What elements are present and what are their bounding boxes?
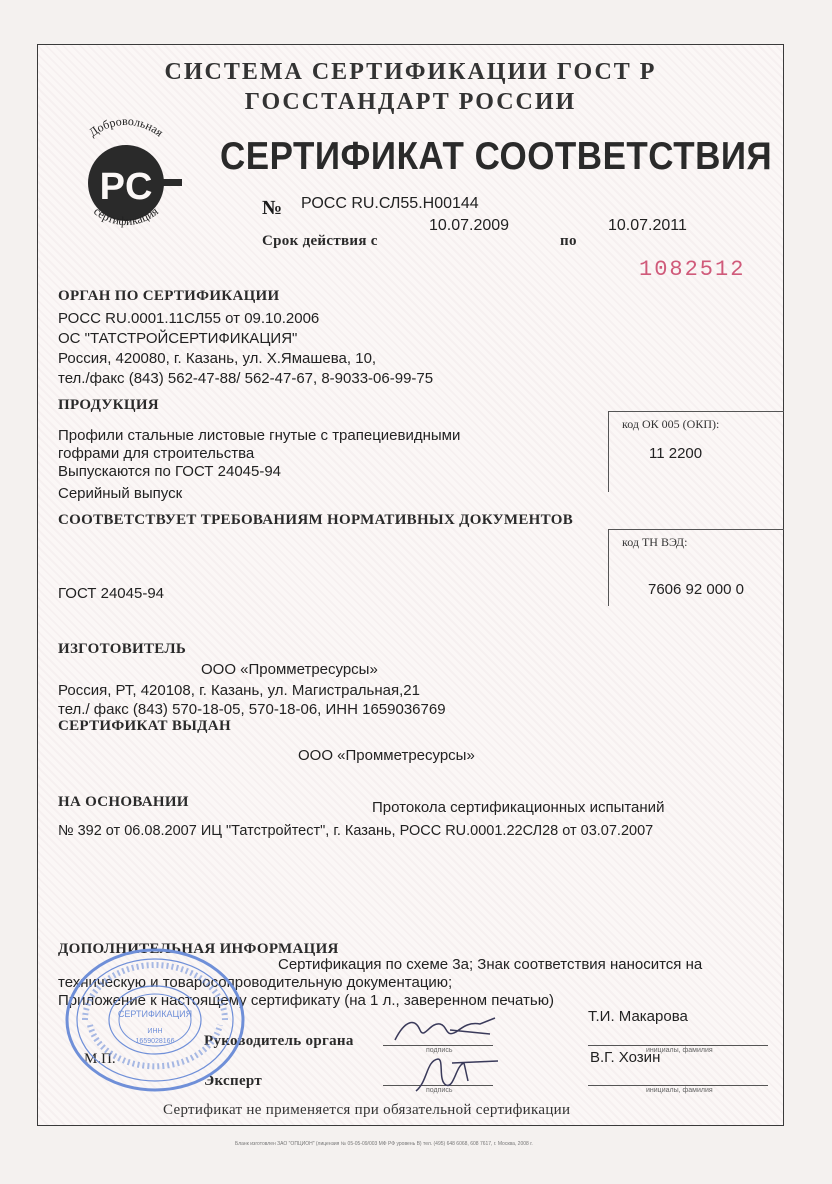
okp-value: 11 2200: [649, 445, 703, 462]
organ-line-4: тел./факс (843) 562-47-88/ 562-47-67, 8-9033-06-99-75: [58, 370, 434, 387]
manufacturer-phone: тел./ факс (843) 570-18-05, 570-18-06, ИНН 1659036769: [58, 701, 446, 718]
head-sign-caption: подпись: [426, 1047, 453, 1054]
svg-text:PC: PC: [99, 166, 153, 208]
conformity-heading: СООТВЕТСТВУЕТ ТРЕБОВАНИЯМ НОРМАТИВНЫХ ДОКУМЕНТОВ: [58, 512, 574, 528]
conformity-doc: ГОСТ 24045-94: [58, 585, 165, 602]
issued-heading: СЕРТИФИКАТ ВЫДАН: [58, 718, 231, 734]
head-name-line: [588, 1045, 768, 1046]
certificate-number: РОСС RU.СЛ55.Н00144: [301, 195, 479, 212]
manufacturer-name: ООО «Промметресурсы»: [201, 661, 378, 678]
basis-heading: НА ОСНОВАНИИ: [58, 794, 189, 810]
manufacturer-heading: ИЗГОТОВИТЕЛЬ: [58, 641, 187, 657]
expert-name: В.Г. Хозин: [590, 1049, 661, 1066]
additional-line-2: техническую и товаросопроводительную документацию;: [58, 974, 453, 991]
printer-note: Бланк изготовлен ЗАО "ОПЦИОН" (лицензия № 05-05-09/003 МФ РФ уровень В) тел. (495) 648 6068, 608 7617, г. Москва, 2008 г.: [235, 1141, 533, 1147]
product-line-1: Профили стальные листовые гнутые с трапециевидными: [58, 427, 461, 444]
additional-line-1: Сертификация по схеме 3а; Знак соответствия наносится на: [278, 956, 703, 973]
basis-line-2: № 392 от 06.08.2007 ИЦ "Татстройтест", г. Казань, РОСС RU.0001.22СЛ28 от 03.07.2007: [58, 823, 654, 839]
header-line-1: СИСТЕМА СЕРТИФИКАЦИИ ГОСТ Р: [164, 59, 657, 85]
svg-text:СЕРТИФИКАЦИЯ: СЕРТИФИКАЦИЯ: [117, 1009, 193, 1019]
head-label: Руководитель органа: [204, 1033, 354, 1049]
tnved-label: код ТН ВЭД:: [622, 535, 688, 549]
basis-line-1: Протокола сертификационных испытаний: [372, 799, 665, 816]
product-heading: ПРОДУКЦИЯ: [58, 397, 159, 413]
tnved-value: 7606 92 000 0: [648, 581, 744, 598]
validity-to-label: по: [560, 233, 577, 249]
product-line-2: гофрами для строительства: [58, 445, 255, 462]
expert-name-line: [588, 1085, 768, 1086]
expert-initials-caption: инициалы, фамилия: [646, 1087, 713, 1094]
svg-text:ИНН: ИНН: [147, 1028, 163, 1035]
official-stamp-icon: [60, 945, 250, 1095]
svg-text:Добровольная: Добровольная: [86, 113, 167, 140]
number-label: №: [262, 197, 283, 219]
expert-sign-caption: подпись: [426, 1087, 453, 1094]
serial-number: 1082512: [639, 257, 746, 282]
product-line-3: Выпускаются по ГОСТ 24045-94: [58, 463, 282, 480]
header-line-2: ГОССТАНДАРТ РОССИИ: [244, 89, 577, 115]
valid-to: 10.07.2011: [608, 217, 687, 234]
head-name: Т.И. Макарова: [588, 1008, 688, 1025]
organ-heading: ОРГАН ПО СЕРТИФИКАЦИИ: [58, 288, 280, 304]
svg-text:сертификация: сертификация: [91, 203, 161, 229]
head-initials-caption: инициалы, фамилия: [646, 1047, 713, 1054]
certificate-title: СЕРТИФИКАТ СООТВЕТСТВИЯ: [220, 135, 773, 178]
organ-line-1: РОСС RU.0001.11СЛ55 от 09.10.2006: [58, 310, 320, 327]
okp-label: код ОК 005 (ОКП):: [622, 417, 720, 431]
issued-name: ООО «Промметресурсы»: [298, 747, 475, 764]
expert-signature-icon: [408, 1051, 508, 1099]
additional-line-3: Приложение к настоящему сертификату (на 1 л., заверенном печатью): [58, 992, 554, 1009]
organ-line-3: Россия, 420080, г. Казань, ул. Х.Ямашева, 10,: [58, 350, 377, 367]
valid-from: 10.07.2009: [429, 217, 510, 234]
mp-label: М.П.: [84, 1051, 116, 1067]
footer-note: Сертификат не применяется при обязательной сертификации: [163, 1102, 571, 1118]
manufacturer-address: Россия, РТ, 420108, г. Казань, ул. Магистральная,21: [58, 682, 420, 699]
head-signature-icon: [390, 1010, 510, 1050]
expert-label: Эксперт: [204, 1073, 263, 1089]
rst-logo-icon: [56, 103, 196, 253]
validity-label: Срок действия с: [262, 233, 378, 249]
svg-text:1659028166: 1659028166: [135, 1038, 175, 1045]
additional-heading: ДОПОЛНИТЕЛЬНАЯ ИНФОРМАЦИЯ: [58, 941, 339, 957]
organ-line-2: ОС "ТАТСТРОЙСЕРТИФИКАЦИЯ": [58, 330, 298, 347]
product-line-4: Серийный выпуск: [58, 485, 183, 502]
